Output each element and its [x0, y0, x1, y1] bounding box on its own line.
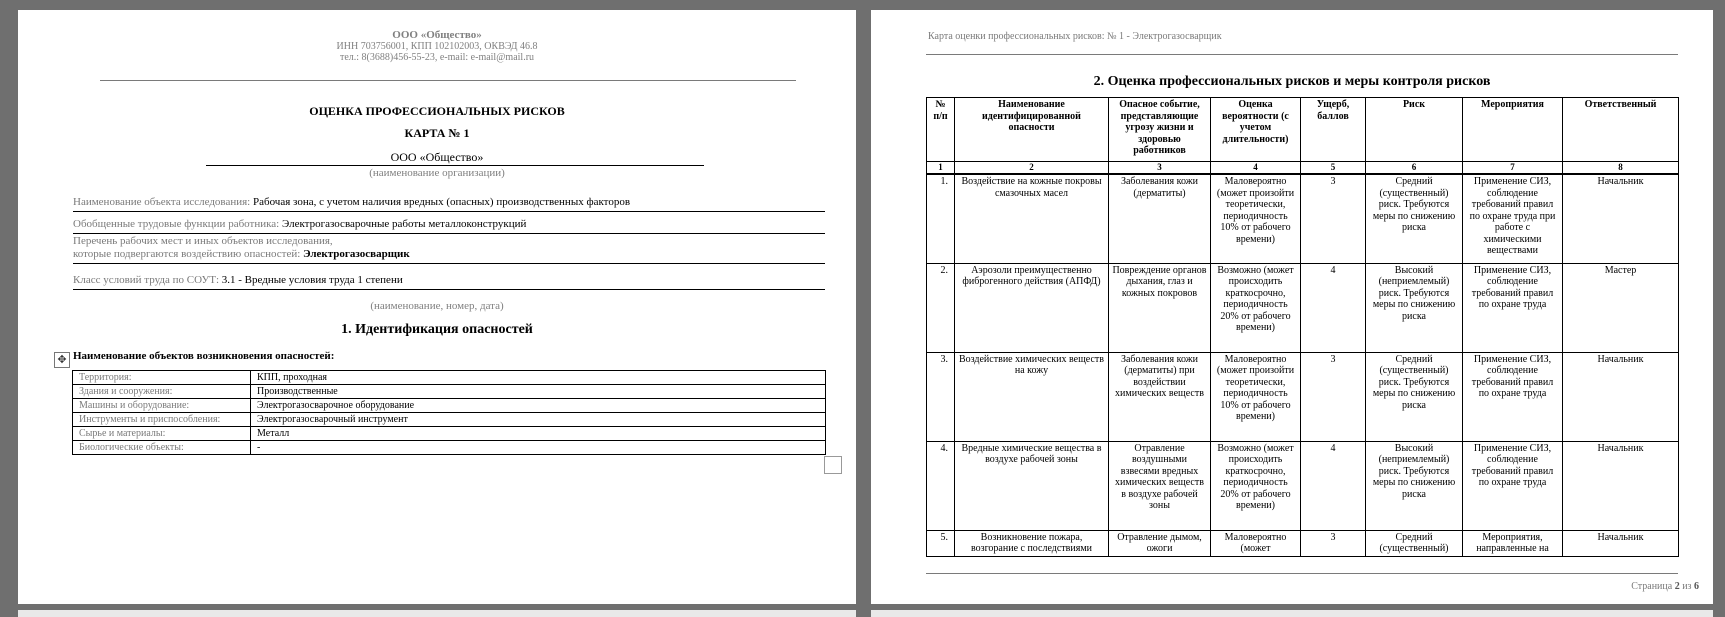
event-cell[interactable]: Отравление дымом, ожоги: [1109, 530, 1211, 556]
damage-cell[interactable]: 4: [1301, 263, 1366, 352]
field-label-line: Перечень рабочих мест и иных объектов исследования,: [73, 235, 333, 247]
document-page-1: [18, 10, 856, 604]
event-cell[interactable]: Отравление воздушными взвесями вредных химических веществ в воздухе рабочей зоны: [1109, 441, 1211, 530]
table-row: [73, 399, 826, 413]
organization-name: ООО «Общество»: [390, 150, 484, 164]
row-number[interactable]: 5.: [927, 530, 955, 556]
table-row: [73, 441, 826, 455]
hazard-cell[interactable]: Воздействие на кожные покровы смазочных масел: [955, 174, 1109, 263]
section-2-title: 2. Оценка профессиональных рисков и меры контроля рисков: [1093, 74, 1491, 89]
footer-prefix: Страница: [1631, 581, 1675, 592]
next-page-edge-left: [18, 610, 856, 617]
objects-label: Территория:: [73, 371, 251, 385]
field-label: Класс условий труда по СОУТ:: [73, 274, 222, 286]
risk-cell[interactable]: Высокий (неприемлемый) риск. Требуются меры по снижению риска: [1366, 441, 1463, 530]
organization-name-underline: [206, 165, 704, 166]
current-page-number: 2: [1674, 581, 1680, 592]
table-row: [927, 441, 1679, 530]
table-row: [927, 174, 1679, 263]
risk-assessment-table: [926, 97, 1679, 557]
header-divider: [926, 54, 1678, 55]
next-page-edge-right: [871, 610, 1713, 617]
column-header: Ущерб, баллов: [1301, 98, 1366, 162]
row-number[interactable]: 3.: [927, 352, 955, 441]
column-number: 6: [1366, 162, 1463, 175]
hazard-objects-table: [72, 370, 826, 455]
document-page-2: [871, 10, 1713, 604]
probability-cell[interactable]: Маловероятно (может произойти теоретически, периодичность 10% от рабочего времени): [1211, 174, 1301, 263]
column-header: Мероприятия: [1463, 98, 1563, 162]
field-value: Электрогазосварочные работы металлоконструкций: [281, 218, 527, 230]
hazard-cell[interactable]: Вредные химические вещества в воздухе рабочей зоны: [955, 441, 1109, 530]
table-row: [73, 427, 826, 441]
table-row: [73, 371, 826, 385]
field-value: Рабочая зона, с учетом наличия вредных (опасных) производственных факторов: [253, 196, 631, 208]
probability-cell[interactable]: Маловероятно (может произойти теоретически, периодичность 10% от рабочего времени): [1211, 352, 1301, 441]
responsible-cell[interactable]: Начальник: [1563, 174, 1679, 263]
risk-cell[interactable]: Средний (существенный) риск. Требуются меры по снижению риска: [1366, 174, 1463, 263]
document-caption: (наименование, номер, дата): [370, 300, 504, 312]
organization-ids: ИНН 703756001, КПП 102102003, ОКВЭД 46.8: [336, 41, 538, 52]
column-header: Оценка вероятности (с учетом длительности): [1211, 98, 1301, 162]
footer-mid: из: [1679, 581, 1694, 592]
field-work-class[interactable]: [73, 274, 825, 290]
objects-label: Сырье и материалы:: [73, 427, 251, 441]
table-row: [73, 385, 826, 399]
field-label: Обобщенные трудовые функции работника:: [73, 218, 282, 230]
section-1-title: 1. Идентификация опасностей: [341, 322, 533, 337]
event-cell[interactable]: Заболевания кожи (дерматиты): [1109, 174, 1211, 263]
column-number: 4: [1211, 162, 1301, 175]
responsible-cell[interactable]: Начальник: [1563, 441, 1679, 530]
measures-cell[interactable]: Применение СИЗ, соблюдение требований правил по охране труда: [1463, 263, 1563, 352]
organization-title: ООО «Общество»: [392, 29, 482, 41]
column-header: № п/п: [927, 98, 955, 162]
responsible-cell[interactable]: Мастер: [1563, 263, 1679, 352]
document-title: ОЦЕНКА ПРОФЕССИОНАЛЬНЫХ РИСКОВ: [309, 104, 565, 118]
measures-cell[interactable]: Мероприятия, направленные на: [1463, 530, 1563, 556]
field-label: которые подвергаются воздействию опасностей:: [73, 248, 304, 260]
responsible-cell[interactable]: Начальник: [1563, 530, 1679, 556]
objects-value[interactable]: -: [251, 441, 826, 455]
table-move-handle-icon[interactable]: ✥: [54, 352, 70, 368]
organization-contacts: тел.: 8(3688)456-55-23, e-mail: e-mail@mail.ru: [339, 52, 535, 63]
damage-cell[interactable]: 4: [1301, 441, 1366, 530]
objects-heading: Наименование объектов возникновения опасностей:: [73, 350, 335, 362]
page-footer: [1631, 581, 1699, 592]
column-number: 2: [955, 162, 1109, 175]
column-number: 1: [927, 162, 955, 175]
objects-value[interactable]: Электрогазосварочный инструмент: [251, 413, 826, 427]
card-title: КАРТА № 1: [404, 126, 470, 140]
hazard-cell[interactable]: Воздействие химических веществ на кожу: [955, 352, 1109, 441]
column-number: 5: [1301, 162, 1366, 175]
field-value: Электрогазосварщик: [303, 248, 410, 260]
table-row: [927, 263, 1679, 352]
row-number[interactable]: 4.: [927, 441, 955, 530]
column-number-row: [927, 162, 1679, 175]
organization-name-caption: (наименование организации): [369, 167, 505, 179]
objects-label: Здания и сооружения:: [73, 385, 251, 399]
field-value: 3.1 - Вредные условия труда 1 степени: [221, 274, 403, 286]
running-header: Карта оценки профессиональных рисков: № 1 - Электрогазосварщик: [928, 31, 1222, 42]
field-labor-functions[interactable]: [73, 218, 825, 234]
column-header: Опасное событие, представляющие угрозу жизни и здоровью работников: [1109, 98, 1211, 162]
column-number: 7: [1463, 162, 1563, 175]
risk-cell[interactable]: Высокий (неприемлемый) риск. Требуются меры по снижению риска: [1366, 263, 1463, 352]
hazard-cell[interactable]: Аэрозоли преимущественно фиброгенного действия (АПФД): [955, 263, 1109, 352]
table-resize-handle[interactable]: [824, 456, 842, 474]
risk-cell[interactable]: Средний (существенный) риск. Требуются меры по снижению риска: [1366, 352, 1463, 441]
probability-cell[interactable]: Возможно (может происходить краткосрочно, периодичность 20% от рабочего времени): [1211, 263, 1301, 352]
field-label: Наименование объекта исследования:: [73, 196, 253, 208]
risk-cell[interactable]: Средний (существенный): [1366, 530, 1463, 556]
responsible-cell[interactable]: Начальник: [1563, 352, 1679, 441]
event-cell[interactable]: Повреждение органов дыхания, глаз и кожных покровов: [1109, 263, 1211, 352]
table-header-row: [927, 98, 1679, 162]
table-row: [927, 530, 1679, 556]
total-page-count: 6: [1694, 581, 1699, 592]
column-number: 8: [1563, 162, 1679, 175]
objects-value[interactable]: Электрогазосварочное оборудование: [251, 399, 826, 413]
objects-label: Биологические объекты:: [73, 441, 251, 455]
measures-cell[interactable]: Применение СИЗ, соблюдение требований правил по охране труда: [1463, 441, 1563, 530]
column-header: Ответственный: [1563, 98, 1679, 162]
objects-label: Инструменты и приспособления:: [73, 413, 251, 427]
damage-cell[interactable]: 3: [1301, 174, 1366, 263]
table-row: [73, 413, 826, 427]
footer-divider: [926, 573, 1678, 574]
objects-value[interactable]: КПП, проходная: [251, 371, 826, 385]
measures-cell[interactable]: Применение СИЗ, соблюдение требований правил по охране труда при работе с химическими веществами: [1463, 174, 1563, 263]
event-cell[interactable]: Заболевания кожи (дерматиты) при воздействии химических веществ: [1109, 352, 1211, 441]
column-header: Наименование идентифицированной опасности: [955, 98, 1109, 162]
objects-label: Машины и оборудование:: [73, 399, 251, 413]
probability-cell[interactable]: Маловероятно (может: [1211, 530, 1301, 556]
measures-cell[interactable]: Применение СИЗ, соблюдение требований правил по охране труда: [1463, 352, 1563, 441]
table-row: [927, 352, 1679, 441]
column-header: Риск: [1366, 98, 1463, 162]
damage-cell[interactable]: 3: [1301, 530, 1366, 556]
row-number[interactable]: 1.: [927, 174, 955, 263]
hazard-cell[interactable]: Возникновение пожара, возгорание с последствиями: [955, 530, 1109, 556]
organization-header: [18, 30, 856, 63]
damage-cell[interactable]: 3: [1301, 352, 1366, 441]
objects-value[interactable]: Производственные: [251, 385, 826, 399]
column-number: 3: [1109, 162, 1211, 175]
field-research-object[interactable]: [73, 196, 825, 212]
header-divider: [100, 80, 796, 81]
probability-cell[interactable]: Возможно (может происходить краткосрочно, периодичность 20% от рабочего времени): [1211, 441, 1301, 530]
field-workplaces[interactable]: [73, 235, 825, 264]
row-number[interactable]: 2.: [927, 263, 955, 352]
objects-value[interactable]: Металл: [251, 427, 826, 441]
